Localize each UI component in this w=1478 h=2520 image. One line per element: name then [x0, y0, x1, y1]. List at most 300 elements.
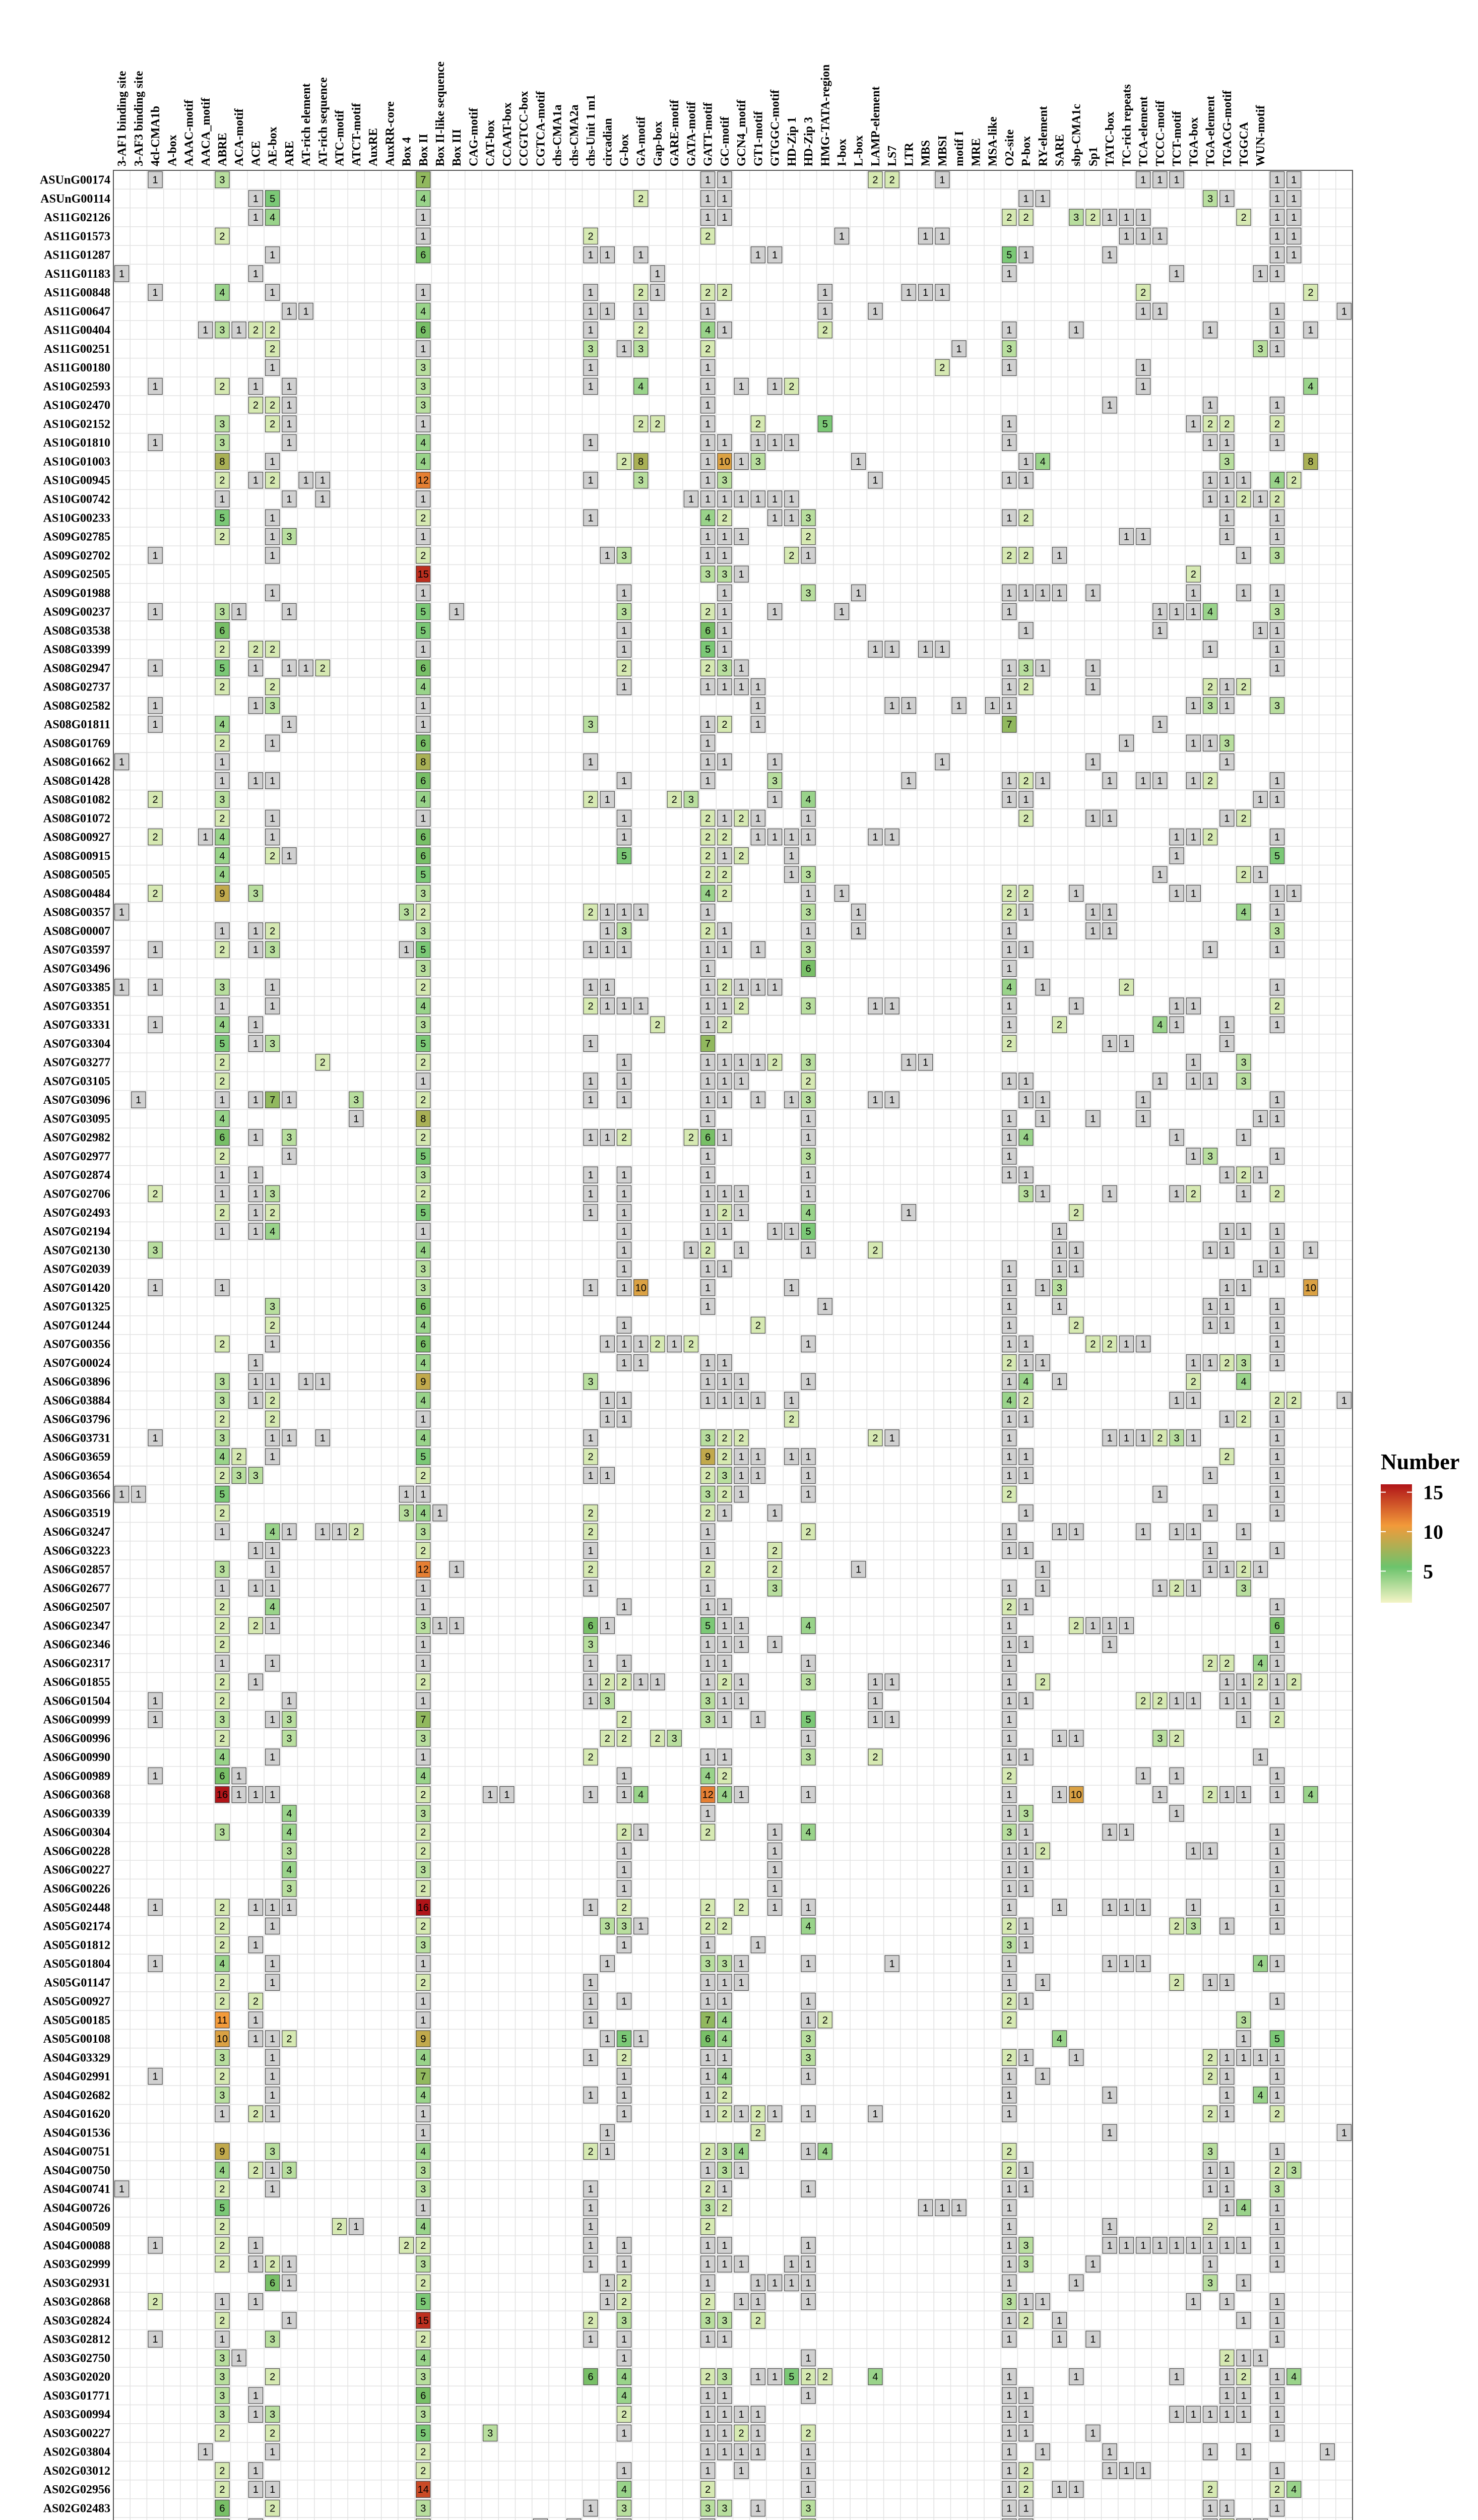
cell-value-label: 8 — [1308, 456, 1314, 468]
cell-value-label: 5 — [1006, 249, 1012, 261]
row-label: AS04G02682 — [43, 2089, 110, 2102]
cell-value-label: 1 — [705, 2109, 711, 2120]
cell-value-label: 1 — [722, 1752, 728, 1763]
cell-value-label: 2 — [252, 2109, 259, 2120]
row-label: AS11G00848 — [43, 286, 110, 300]
cell-value-label: 1 — [722, 1000, 728, 1012]
cell-value-label: 1 — [1040, 2071, 1046, 2083]
cell-value-label: 1 — [755, 2503, 761, 2514]
cell-value-label: 1 — [722, 2446, 728, 2458]
row-label: AS05G01812 — [43, 1938, 110, 1952]
cell-value-label: 1 — [1006, 1432, 1012, 1444]
cell-value-label: 1 — [1140, 2240, 1146, 2251]
cell-value-label: 2 — [1140, 1695, 1146, 1707]
cell-value-label: 5 — [420, 1038, 426, 1050]
cell-value-label: 1 — [621, 1264, 627, 1275]
cell-value-label: 2 — [588, 794, 594, 806]
cell-value-label: 2 — [722, 1020, 728, 1031]
cell-value-label: 1 — [688, 1245, 694, 1256]
cell-value-label: 1 — [1090, 1620, 1096, 1632]
row-label: AS10G01810 — [43, 436, 110, 450]
cell-value-label: 1 — [1090, 1113, 1096, 1125]
cell-value-label: 1 — [789, 1095, 795, 1106]
cell-value-label: 3 — [1006, 1939, 1012, 1951]
cell-value-label: 3 — [772, 1583, 778, 1594]
cell-value-label: 3 — [1207, 193, 1213, 205]
cell-value-label: 1 — [1190, 606, 1196, 618]
cell-value-label: 1 — [1274, 1902, 1280, 1914]
cell-value-label: 2 — [1274, 1188, 1280, 1200]
cell-value-label: 1 — [1006, 1620, 1012, 1632]
row-label: AS06G00339 — [43, 1807, 110, 1820]
cell-value-label: 3 — [252, 888, 259, 900]
cell-value-label: 1 — [1006, 1020, 1012, 1031]
cell-value-label: 3 — [1174, 1432, 1180, 1444]
cell-value-label: 1 — [671, 1339, 677, 1350]
cell-value-label: 1 — [705, 1188, 711, 1200]
cell-value-label: 1 — [152, 982, 158, 993]
cell-value-label: 2 — [604, 1677, 610, 1688]
cell-value-label: 9 — [420, 1376, 426, 1388]
cell-value-label: 2 — [270, 418, 276, 430]
cell-value-label: 1 — [1257, 2353, 1263, 2364]
cell-value-label: 12 — [417, 475, 429, 486]
column-label: 4cl-CMA1b — [149, 106, 163, 166]
cell-value-label: 1 — [252, 1902, 259, 1914]
cell-value-label: 1 — [270, 531, 276, 543]
cell-value-label: 1 — [420, 1602, 426, 1613]
cell-value-label: 1 — [1023, 1452, 1029, 1463]
cell-value-label: 1 — [772, 437, 778, 449]
cell-value-label: 1 — [1157, 174, 1163, 186]
cell-value-label: 1 — [1241, 1695, 1247, 1707]
cell-value-label: 1 — [219, 2109, 225, 2120]
cell-value-label: 5 — [822, 418, 828, 430]
cell-value-label: 1 — [252, 2014, 259, 2026]
row-label: AS06G02677 — [43, 1582, 110, 1595]
cell-value-label: 3 — [403, 1507, 410, 1519]
cell-value-label: 1 — [1190, 1076, 1196, 1087]
cell-value-label: 1 — [705, 2278, 711, 2289]
cell-value-label: 3 — [805, 1151, 811, 1162]
cell-value-label: 3 — [236, 1470, 242, 1482]
cell-value-label: 4 — [1308, 1789, 1314, 1801]
row-label: AS06G03654 — [43, 1469, 110, 1483]
cell-value-label: 1 — [1190, 1432, 1196, 1444]
cell-value-label: 2 — [420, 1977, 426, 1989]
cell-value-label: 1 — [1023, 2165, 1029, 2176]
cell-value-label: 1 — [604, 2034, 610, 2045]
cell-value-label: 4 — [805, 1207, 811, 1219]
cell-value-label: 1 — [252, 1395, 259, 1407]
cell-value-label: 1 — [705, 193, 711, 205]
cell-value-label: 1 — [1090, 681, 1096, 693]
cell-value-label: 1 — [705, 1639, 711, 1651]
column-label: P-box — [1020, 136, 1034, 166]
cell-value-label: 1 — [1341, 1395, 1347, 1407]
cell-value-label: 1 — [705, 2071, 711, 2083]
row-label: AS07G03385 — [43, 981, 110, 994]
cell-value-label: 4 — [286, 1808, 292, 1819]
cell-value-label: 1 — [152, 437, 158, 449]
cell-value-label: 1 — [1006, 944, 1012, 956]
cell-value-label: 1 — [303, 1376, 309, 1388]
cell-value-label: 3 — [588, 1376, 594, 1388]
row-label: AS07G02130 — [43, 1244, 110, 1257]
cell-value-label: 1 — [1023, 944, 1029, 956]
cell-value-label: 1 — [722, 2259, 728, 2271]
cell-value-label: 1 — [1006, 1583, 1012, 1594]
cell-value-label: 1 — [337, 1527, 343, 1538]
cell-value-label: 2 — [1291, 475, 1297, 486]
column-label: SARE — [1053, 134, 1067, 166]
cell-value-label: 12 — [702, 1789, 714, 1801]
cell-value-label: 2 — [219, 2428, 225, 2439]
cell-value-label: 1 — [270, 1902, 276, 1914]
cell-value-label: 12 — [417, 1564, 429, 1576]
cell-value-label: 1 — [1224, 1414, 1230, 1425]
cell-value-label: 3 — [588, 1639, 594, 1651]
cell-value-label: 1 — [1056, 588, 1063, 599]
column-label: GATA-motif — [685, 101, 698, 166]
cell-value-label: 1 — [1174, 2409, 1180, 2421]
cell-value-label: 1 — [1257, 1564, 1263, 1576]
cell-value-label: 1 — [270, 2090, 276, 2101]
cell-value-label: 10 — [635, 1282, 647, 1294]
cell-value-label: 1 — [1274, 1095, 1280, 1106]
cell-value-label: 3 — [588, 719, 594, 731]
cell-value-label: 1 — [705, 174, 711, 186]
row-label: AS02G02956 — [43, 2483, 110, 2497]
row-label: AS06G00228 — [43, 1845, 110, 1858]
cell-value-label: 2 — [1274, 1395, 1280, 1407]
cell-value-label: 1 — [604, 1132, 610, 1144]
cell-value-label: 1 — [738, 569, 744, 581]
cell-value-label: 1 — [1274, 1789, 1280, 1801]
cell-value-label: 2 — [705, 2296, 711, 2308]
cell-value-label: 2 — [1241, 869, 1247, 881]
cell-value-label: 1 — [270, 832, 276, 843]
cell-value-label: 3 — [722, 663, 728, 674]
cell-value-label: 2 — [1190, 1376, 1196, 1388]
cell-value-label: 2 — [722, 1207, 728, 1219]
cell-value-label: 1 — [1207, 1846, 1213, 1857]
cell-value-label: 1 — [252, 1188, 259, 1200]
cell-value-label: 2 — [655, 1733, 661, 1744]
cell-value-label: 1 — [722, 2184, 728, 2195]
cell-value-label: 1 — [1123, 1902, 1129, 1914]
cell-value-label: 1 — [1006, 681, 1012, 693]
cell-value-label: 2 — [755, 2109, 761, 2120]
cell-value-label: 1 — [705, 1095, 711, 1106]
cell-value-label: 1 — [1174, 1527, 1180, 1538]
cell-value-label: 4 — [270, 1602, 276, 1613]
cell-value-label: 1 — [1274, 1827, 1280, 1839]
cell-value-label: 3 — [286, 1883, 292, 1895]
cell-value-label: 1 — [270, 2052, 276, 2064]
cell-value-label: 2 — [789, 550, 795, 561]
cell-value-label: 4 — [420, 1432, 426, 1444]
cell-value-label: 1 — [621, 1864, 627, 1876]
cell-value-label: 1 — [1023, 1921, 1029, 1932]
cell-value-label: 1 — [738, 1376, 744, 1388]
cell-value-label: 1 — [252, 475, 259, 486]
cell-value-label: 1 — [789, 1226, 795, 1238]
cell-value-label: 1 — [772, 1902, 778, 1914]
cell-value-label: 1 — [1274, 1489, 1280, 1500]
cell-value-label: 2 — [219, 1921, 225, 1932]
cell-value-label: 1 — [286, 437, 292, 449]
cell-value-label: 1 — [286, 2315, 292, 2326]
cell-value-label: 1 — [119, 982, 125, 993]
column-label: CGTCA-motif — [534, 91, 548, 166]
cell-value-label: 1 — [1274, 1771, 1280, 1782]
cell-value-label: 1 — [1207, 2259, 1213, 2271]
cell-value-label: 1 — [1006, 1376, 1012, 1388]
cell-value-label: 1 — [588, 1188, 594, 1200]
cell-value-label: 4 — [219, 869, 225, 881]
cell-value-label: 2 — [722, 2090, 728, 2101]
column-label: ACA-motif — [233, 108, 246, 166]
row-label: AS06G03223 — [43, 1544, 110, 1558]
cell-value-label: 3 — [219, 1432, 225, 1444]
cell-value-label: 1 — [1241, 1132, 1247, 1144]
cell-value-label: 1 — [1274, 1113, 1280, 1125]
cell-value-label: 1 — [705, 1264, 711, 1275]
cell-value-label: 1 — [1090, 2334, 1096, 2346]
cell-value-label: 3 — [805, 2503, 811, 2514]
cell-value-label: 2 — [219, 1602, 225, 1613]
cell-value-label: 1 — [1274, 1020, 1280, 1031]
cell-value-label: 1 — [772, 832, 778, 843]
cell-value-label: 1 — [1207, 1470, 1213, 1482]
cell-value-label: 1 — [738, 2446, 744, 2458]
cell-value-label: 1 — [1274, 888, 1280, 900]
cell-value-label: 1 — [1073, 1264, 1079, 1275]
cell-value-label: 4 — [722, 2034, 728, 2045]
cell-value-label: 1 — [621, 1395, 627, 1407]
row-label: AS09G00237 — [43, 605, 110, 619]
cell-value-label: 1 — [805, 1245, 811, 1256]
cell-value-label: 1 — [420, 644, 426, 656]
cell-value-label: 1 — [705, 1977, 711, 1989]
cell-value-label: 5 — [621, 850, 627, 862]
cell-value-label: 2 — [219, 1057, 225, 1068]
cell-value-label: 2 — [1040, 1846, 1046, 1857]
cell-value-label: 1 — [722, 325, 728, 336]
cell-value-label: 1 — [621, 1996, 627, 2007]
cell-value-label: 3 — [1023, 2240, 1029, 2251]
cell-value-label: 1 — [403, 944, 410, 956]
cell-value-label: 1 — [1006, 1414, 1012, 1425]
cell-value-label: 3 — [722, 2165, 728, 2176]
cell-value-label: 1 — [1140, 1113, 1146, 1125]
column-label: AACA_motif — [199, 98, 213, 166]
cell-value-label: 2 — [252, 1996, 259, 2007]
cell-value-label: 1 — [1006, 1545, 1012, 1557]
cell-value-label: 1 — [1123, 1959, 1129, 1970]
cell-value-label: 2 — [152, 794, 158, 806]
column-label: G-box — [618, 134, 631, 166]
cell-value-label: 2 — [270, 1395, 276, 1407]
cell-value-label: 2 — [588, 1564, 594, 1576]
cell-value-label: 1 — [1224, 2409, 1230, 2421]
cell-value-label: 3 — [621, 925, 627, 937]
cell-value-label: 1 — [1006, 1076, 1012, 1087]
cell-value-label: 3 — [286, 1846, 292, 1857]
cell-value-label: 1 — [688, 493, 694, 505]
cell-value-label: 2 — [705, 2371, 711, 2383]
cell-value-label: 1 — [286, 381, 292, 393]
cell-value-label: 1 — [437, 1507, 443, 1519]
cell-value-label: 1 — [119, 1489, 125, 1500]
cell-value-label: 1 — [270, 1339, 276, 1350]
cell-value-label: 1 — [604, 1000, 610, 1012]
cell-value-label: 1 — [420, 1996, 426, 2007]
cell-value-label: 1 — [805, 2278, 811, 2289]
cell-value-label: 1 — [604, 794, 610, 806]
cell-value-label: 1 — [1274, 531, 1280, 543]
cell-value-label: 2 — [789, 381, 795, 393]
cell-value-label: 1 — [1224, 1020, 1230, 1031]
cell-value-label: 1 — [219, 1226, 225, 1238]
cell-value-label: 1 — [319, 475, 326, 486]
row-label: AS08G00007 — [43, 924, 110, 938]
cell-value-label: 1 — [705, 757, 711, 768]
cell-value-label: 1 — [722, 681, 728, 693]
cell-value-label: 3 — [805, 588, 811, 599]
cell-value-label: 7 — [420, 2071, 426, 2083]
cell-value-label: 3 — [270, 1188, 276, 1200]
cell-value-label: 2 — [420, 1677, 426, 1688]
row-label: AS03G02931 — [43, 2277, 110, 2290]
cell-value-label: 2 — [1006, 1602, 1012, 1613]
row-label: AS10G02593 — [43, 380, 110, 394]
cell-value-label: 1 — [588, 1170, 594, 1181]
cell-value-label: 1 — [1274, 2071, 1280, 2083]
cell-value-label: 1 — [1274, 1432, 1280, 1444]
cell-value-label: 9 — [219, 2146, 225, 2158]
column-label: Box II-like sequence — [433, 61, 447, 166]
cell-value-label: 1 — [1207, 1564, 1213, 1576]
cell-value-label: 1 — [1040, 1357, 1046, 1369]
cell-value-label: 1 — [872, 2109, 878, 2120]
cell-value-label: 3 — [152, 1245, 158, 1256]
cell-value-label: 2 — [738, 1000, 744, 1012]
cell-value-label: 1 — [705, 719, 711, 731]
cell-value-label: 1 — [1123, 212, 1129, 224]
cell-value-label: 1 — [1140, 1771, 1146, 1782]
cell-value-label: 2 — [1174, 1977, 1180, 1989]
cell-value-label: 1 — [705, 1151, 711, 1162]
cell-value-label: 1 — [420, 212, 426, 224]
cell-value-label: 3 — [805, 513, 811, 524]
cell-value-label: 1 — [805, 2240, 811, 2251]
row-label: AS06G03659 — [43, 1451, 110, 1464]
row-label: AS06G02507 — [43, 1601, 110, 1614]
cell-value-label: 1 — [1341, 306, 1347, 318]
cell-value-label: 5 — [420, 606, 426, 618]
cell-value-label: 3 — [270, 2334, 276, 2346]
row-label: AS07G00356 — [43, 1338, 110, 1351]
cell-value-label: 1 — [1023, 1095, 1029, 1106]
cell-value-label: 1 — [755, 944, 761, 956]
cell-value-label: 1 — [1224, 437, 1230, 449]
cell-value-label: 2 — [219, 1733, 225, 1744]
cell-value-label: 3 — [403, 907, 410, 918]
cell-value-label: 1 — [1023, 2390, 1029, 2402]
cell-value-label: 1 — [655, 287, 661, 299]
row-label: AS06G01855 — [43, 1676, 110, 1689]
cell-value-label: 2 — [722, 1452, 728, 1463]
column-label: TGGCA — [1238, 121, 1251, 166]
cell-value-label: 1 — [1190, 1846, 1196, 1857]
cell-value-label: 1 — [1207, 2184, 1213, 2195]
cell-value-label: 1 — [1257, 1113, 1263, 1125]
cell-value-label: 1 — [270, 362, 276, 374]
row-label: AS06G02317 — [43, 1657, 110, 1670]
cell-value-label: 1 — [1073, 888, 1079, 900]
cell-value-label: 1 — [1274, 306, 1280, 318]
cell-value-label: 1 — [1140, 212, 1146, 224]
cell-value-label: 1 — [270, 1752, 276, 1763]
cell-value-label: 1 — [1023, 1939, 1029, 1951]
cell-value-label: 1 — [722, 1226, 728, 1238]
cell-value-label: 2 — [1224, 1452, 1230, 1463]
cell-value-label: 1 — [604, 2296, 610, 2308]
cell-value-label: 1 — [1274, 212, 1280, 224]
cell-value-label: 1 — [270, 2484, 276, 2496]
cell-value-label: 1 — [1274, 1320, 1280, 1332]
row-label: ASUnG00174 — [39, 173, 110, 187]
cell-value-label: 1 — [1308, 325, 1314, 336]
cell-value-label: 1 — [755, 249, 761, 261]
cell-value-label: 1 — [789, 513, 795, 524]
cell-value-label: 1 — [722, 1714, 728, 1726]
cell-value-label: 1 — [738, 1977, 744, 1989]
cell-value-label: 1 — [1073, 2371, 1079, 2383]
cell-value-label: 1 — [270, 1432, 276, 1444]
cell-value-label: 1 — [621, 343, 627, 355]
cell-value-label: 1 — [705, 362, 711, 374]
cell-value-label: 1 — [1056, 1226, 1063, 1238]
cell-value-label: 1 — [1006, 1808, 1012, 1819]
cell-value-label: 1 — [772, 249, 778, 261]
cell-value-label: 1 — [1207, 1545, 1213, 1557]
cell-value-label: 1 — [738, 1245, 744, 1256]
row-label: AS10G00742 — [43, 492, 110, 506]
cell-value-label: 1 — [1274, 2052, 1280, 2064]
cell-value-label: 1 — [588, 1677, 594, 1688]
cell-value-label: 2 — [252, 400, 259, 411]
cell-value-label: 3 — [1291, 2165, 1297, 2176]
column-label: O2-site — [1003, 129, 1016, 166]
cell-value-label: 1 — [1190, 888, 1196, 900]
cell-value-label: 1 — [420, 2109, 426, 2120]
cell-value-label: 1 — [252, 1376, 259, 1388]
cell-value-label: 4 — [219, 287, 225, 299]
cell-value-label: 3 — [420, 2184, 426, 2195]
cell-value-label: 4 — [219, 832, 225, 843]
cell-value-label: 1 — [705, 306, 711, 318]
cell-value-label: 1 — [1274, 2503, 1280, 2514]
row-label: AS08G00915 — [43, 849, 110, 863]
cell-value-label: 1 — [270, 2184, 276, 2195]
cell-value-label: 2 — [722, 513, 728, 524]
cell-value-label: 8 — [420, 757, 426, 768]
cell-value-label: 2 — [270, 2428, 276, 2439]
cell-value-label: 1 — [1190, 1000, 1196, 1012]
